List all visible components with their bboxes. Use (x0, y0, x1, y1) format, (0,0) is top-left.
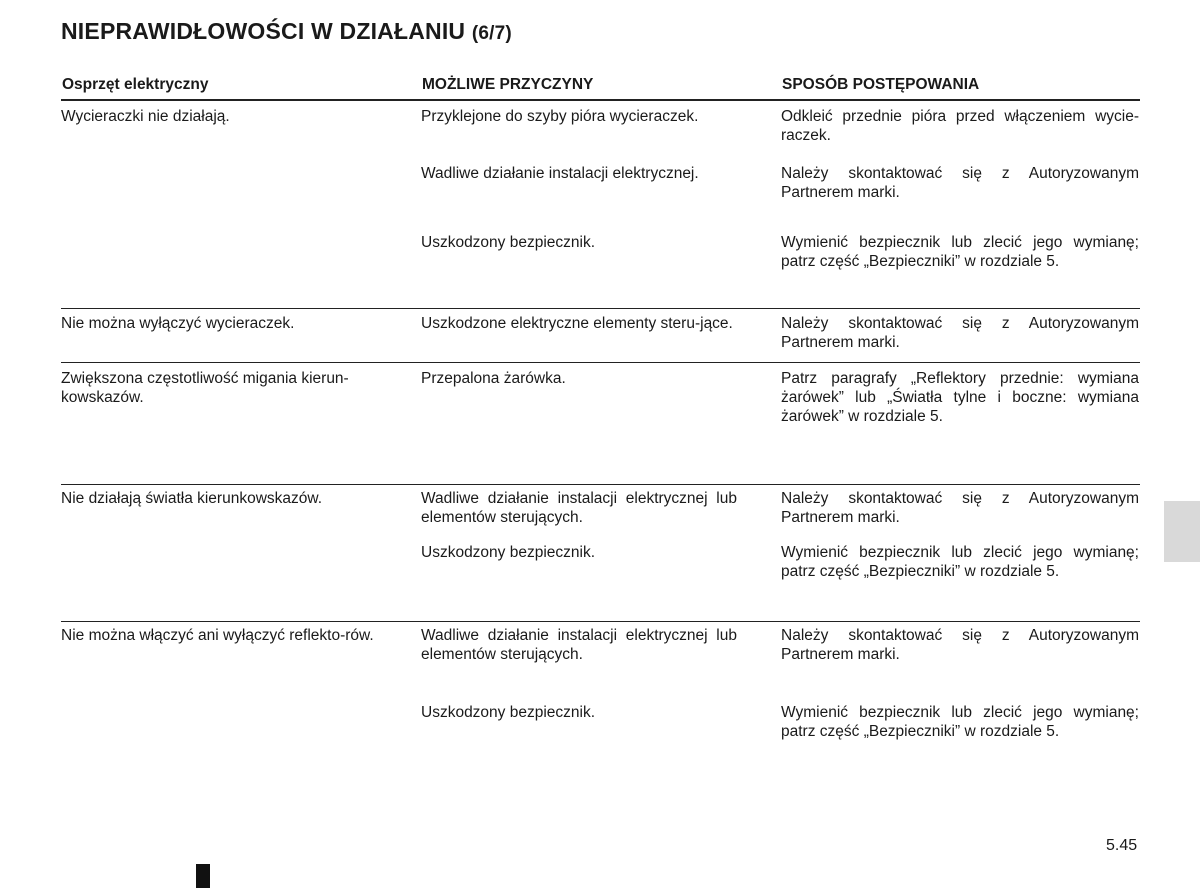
action-cell: Należy skontaktować się z Autoryzowanym Partnerem marki. (781, 627, 1139, 663)
action-cell: Patrz paragrafy „Reflektory przednie: wymiana żarówek” lub „Światła tylne i boczne: wymiana żarówek” w rozdziale 5. (781, 370, 1139, 425)
action-cell: Wymienić bezpiecznik lub zlecić jego wymianę; patrz część „Bezpieczniki” w rozdziale 5. (781, 544, 1139, 580)
action-cell: Odkleić przednie pióra przed włączeniem wycie-raczek. (781, 108, 1139, 144)
cause-cell: Wadliwe działanie instalacji elektrycznej lub elementów sterujących. (421, 627, 737, 663)
fault-cell: Zwiększona częstotliwość migania kierun-kowskazów. (61, 370, 349, 406)
cause-cell: Uszkodzony bezpiecznik. (421, 234, 596, 251)
cause-cell: Uszkodzony bezpiecznik. (421, 544, 596, 561)
page-title-part: (6/7) (471, 23, 512, 44)
action-cell: Należy skontaktować się z Autoryzowanym Partnerem marki. (781, 490, 1139, 526)
cause-cell: Uszkodzone elektryczne elementy steru-jące. (421, 315, 733, 332)
cause-cell: Wadliwe działanie instalacji elektrycznej lub elementów sterujących. (421, 490, 737, 526)
action-cell: Wymienić bezpiecznik lub zlecić jego wymianę; patrz część „Bezpieczniki” w rozdziale 5. (781, 234, 1139, 270)
cause-cell: Uszkodzony bezpiecznik. (421, 704, 596, 721)
header-causes: MOŻLIWE PRZYCZYNY (422, 76, 594, 93)
fault-cell: Nie można włączyć ani wyłączyć reflekto-rów. (61, 627, 374, 644)
row-rule (61, 621, 1140, 622)
cause-cell: Przyklejone do szyby pióra wycieraczek. (421, 108, 699, 125)
header-actions: SPOSÓB POSTĘPOWANIA (782, 76, 980, 93)
row-rule (61, 362, 1140, 363)
action-cell: Należy skontaktować się z Autoryzowanym Partnerem marki. (781, 165, 1139, 201)
page-number: 5.45 (1106, 837, 1138, 854)
chapter-tab-marker (1164, 501, 1200, 562)
header-equipment: Osprzęt elektryczny (62, 76, 209, 93)
action-cell: Należy skontaktować się z Autoryzowanym Partnerem marki. (781, 315, 1139, 351)
cause-cell: Przepalona żarówka. (421, 370, 566, 387)
row-rule (61, 308, 1140, 309)
page-title (61, 18, 512, 45)
fault-cell: Wycieraczki nie działają. (61, 108, 230, 125)
fault-cell: Nie można wyłączyć wycieraczek. (61, 315, 295, 332)
page-title-text: NIEPRAWIDŁOWOŚCI W DZIAŁANIU (61, 18, 466, 44)
cause-cell: Wadliwe działanie instalacji elektrycznej. (421, 165, 699, 182)
header-rule (61, 99, 1140, 101)
crop-mark (196, 864, 210, 888)
row-rule (61, 484, 1140, 485)
fault-cell: Nie działają światła kierunkowskazów. (61, 490, 323, 507)
action-cell: Wymienić bezpiecznik lub zlecić jego wymianę; patrz część „Bezpieczniki” w rozdziale 5. (781, 704, 1139, 740)
